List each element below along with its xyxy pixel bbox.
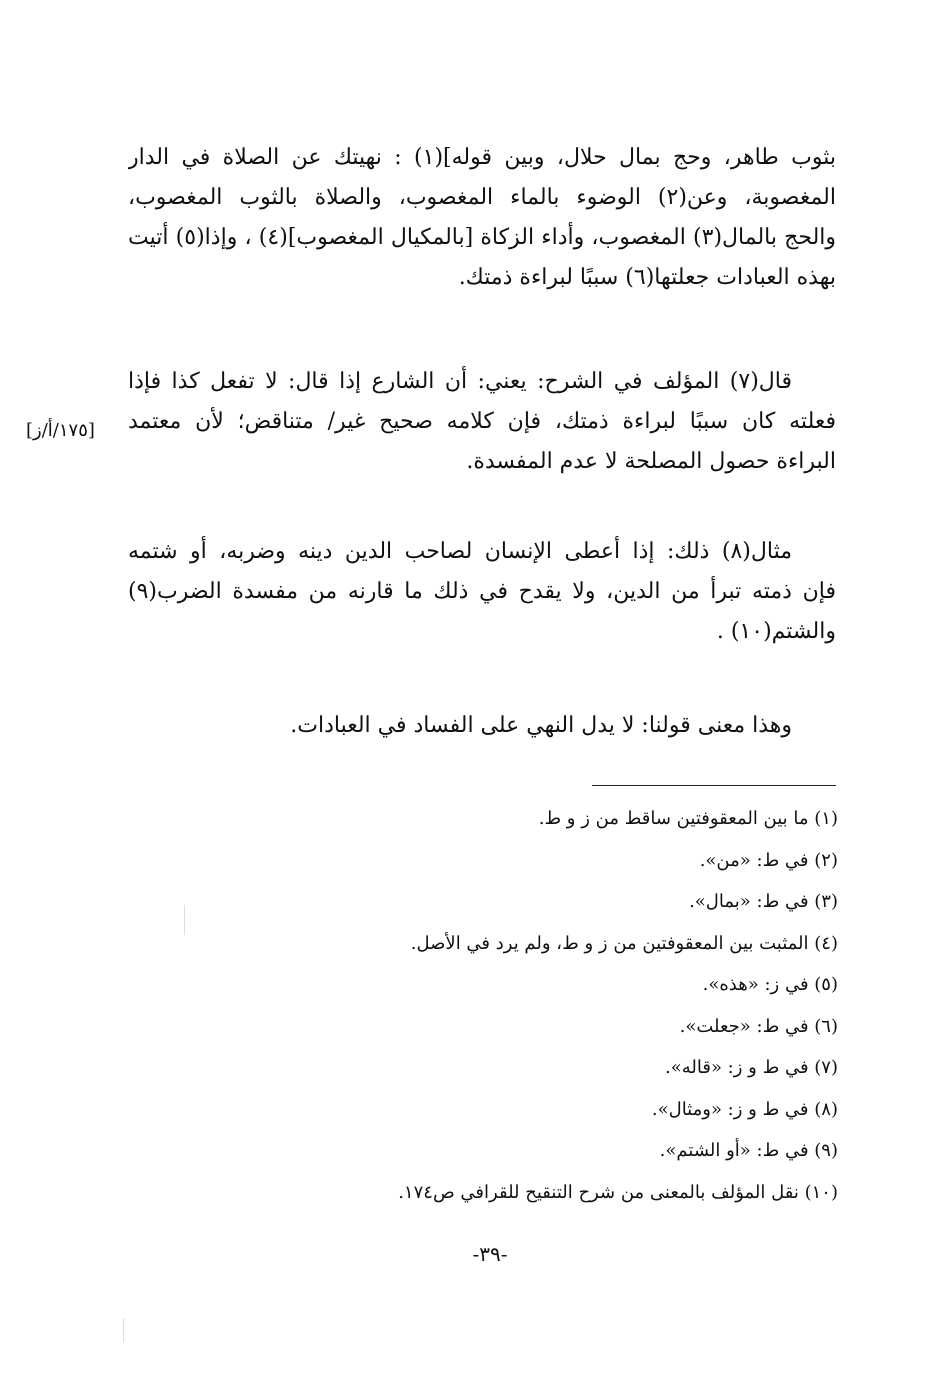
footnote-item: (٩) في ط: «أو الشتم». <box>659 1140 838 1161</box>
footnote-separator <box>592 785 836 786</box>
footnote-item: (٥) في ز: «هذه». <box>702 974 838 995</box>
text-line: والشتم(١٠) . <box>716 619 836 644</box>
footnote-item: (٤) المثبت بين المعقوفتين من ز و ط، ولم يرد في الأصل. <box>410 932 838 954</box>
text-line: قال(٧) المؤلف في الشرح: يعني: أن الشارع إذا قال: لا تفعل كذا فإذا <box>128 369 792 394</box>
text-line: وهذا معنى قولنا: لا يدل النهي على الفساد في العبادات. <box>290 713 792 738</box>
footnote-item: (١) ما بين المعقوفتين ساقط من ز و ط. <box>538 808 838 829</box>
footnotes <box>300 798 838 1213</box>
text-line: المغصوبة، وعن(٢) الوضوء بالماء المغصوب، والصلاة بالثوب المغصوب، <box>128 185 836 210</box>
paragraph-2 <box>128 362 836 482</box>
paragraph-3 <box>128 532 836 652</box>
page-number: -٣٩- <box>472 1242 508 1266</box>
manuscript-folio-note: [١٧٥/أ/ز] <box>26 420 95 441</box>
footnote-item: (٨) في ط و ز: «ومثال». <box>651 1098 838 1120</box>
footnote-item: (٣) في ط: «بمال». <box>689 891 838 912</box>
text-line: مثال(٨) ذلك: إذا أعطى الإنسان لصاحب الدين دينه وضربه، أو شتمه <box>128 539 792 564</box>
footnote-item: (١٠) نقل المؤلف بالمعنى من شرح التنقيح للقرافي ص١٧٤. <box>398 1181 838 1203</box>
text-line: والحج بالمال(٣) المغصوب، وأداء الزكاة [بالمكيال المغصوب](٤) ، وإذا(٥) أتيت <box>128 225 836 250</box>
scan-artifact <box>123 1318 124 1342</box>
footnote-item: (٢) في ط: «من». <box>699 849 838 871</box>
scan-artifact <box>184 905 185 935</box>
text-line: فعلته كان سببًا لبراءة ذمتك، فإن كلامه صحيح غير/ متناقض؛ لأن معتمد <box>128 409 836 434</box>
text-line: البراءة حصول المصلحة لا عدم المفسدة. <box>466 449 836 474</box>
text-line: بثوب طاهر، وحج بمال حلال، وبين قوله](١) : نهيتك عن الصلاة في الدار <box>128 145 836 170</box>
paragraph-1 <box>128 138 836 298</box>
text-line: بهذه العبادات جعلتها(٦) سببًا لبراءة ذمتك. <box>458 265 836 290</box>
paragraph-4 <box>128 706 836 746</box>
footnote-item: (٦) في ط: «جعلت». <box>679 1015 838 1037</box>
footnote-item: (٧) في ط و ز: «قاله». <box>664 1057 838 1078</box>
text-line: فإن ذمته تبرأ من الدين، ولا يقدح في ذلك ما قارنه من مفسدة الضرب(٩) <box>128 579 836 604</box>
